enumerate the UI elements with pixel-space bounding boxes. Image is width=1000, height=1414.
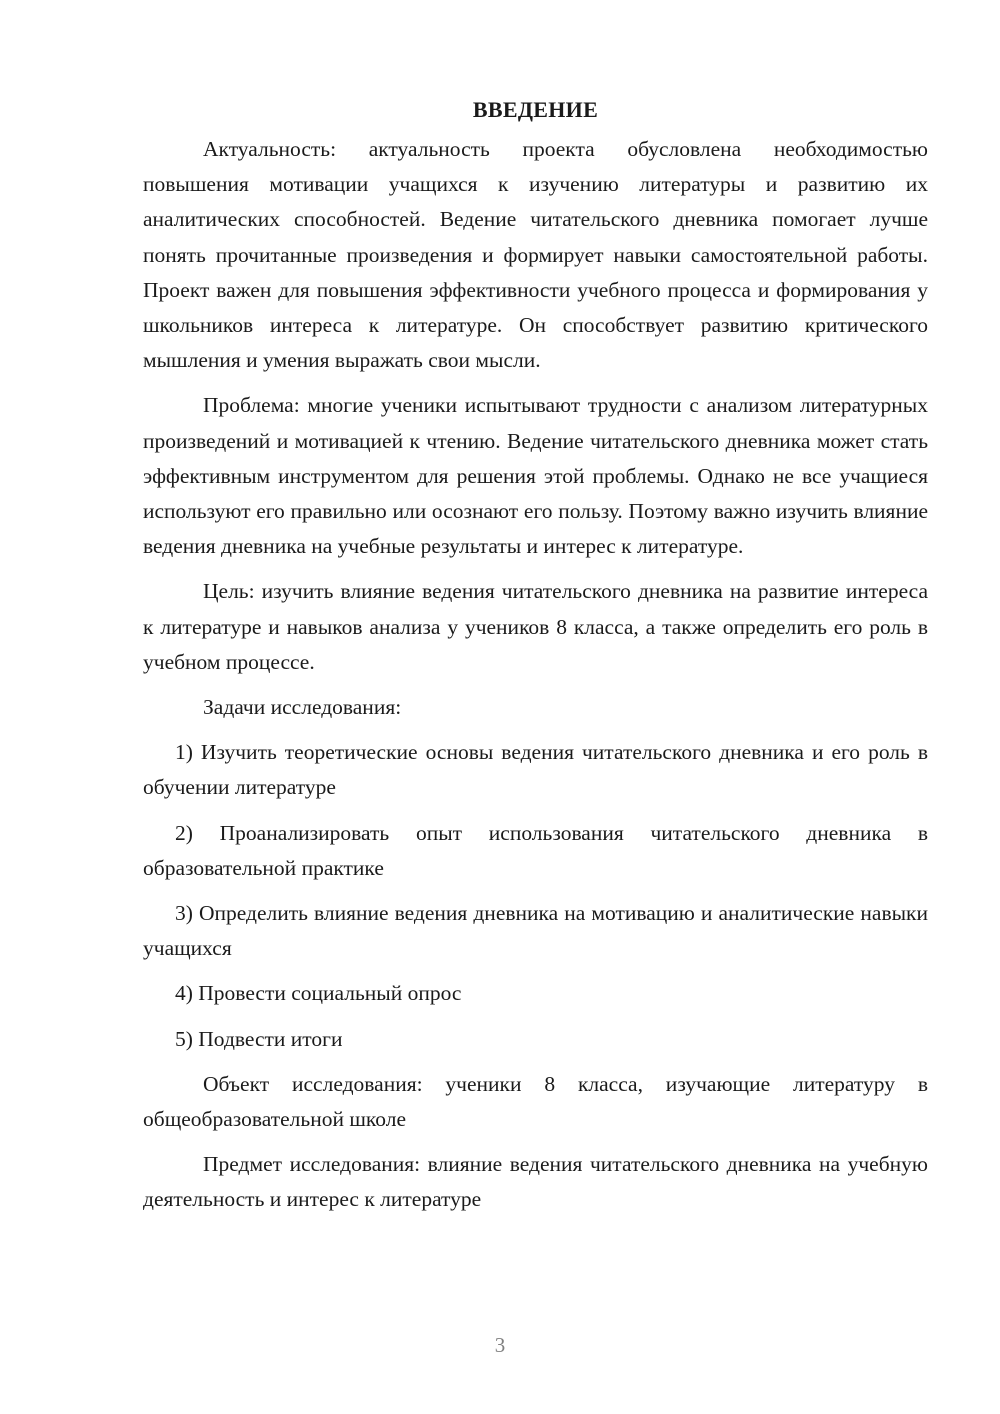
object-paragraph: Объект исследования: ученики 8 класса, изучающие литературу в общеобразовательной школе [143,1071,928,1132]
actuality-paragraph: Актуальность: актуальность проекта обусловлена необходимостью повышения мотивации учащихся к изучению литературы и развитию их аналитических способностей. Ведение читательского дневника помогает лучше понять прочитанные произведения и формирует навыки самостоятельной работы. Проект важен для повышения эффективности учебного процесса и формирования у школьников интереса к литературе. Он способствует развитию критического мышления и умения выражать свои мысли. [143,137,928,373]
document-page [143,90,928,1228]
problem-paragraph: Проблема: многие ученики испытывают трудности с анализом литературных произведений и мотивацией к чтению. Ведение читательского дневника может стать эффективным инструментом для решения этой проблемы. Однако не все учащиеся используют его правильно или осознают его пользу. Поэтому важно изучить влияние ведения дневника на учебные результаты и интерес к литературе. [143,393,928,559]
task-item-2: 2) Проанализировать опыт использования читательского дневника в образовательной практике [143,820,928,880]
task-item-4: 4) Провести социальный опрос [175,981,462,1006]
tasks-heading: Задачи исследования: [203,695,402,720]
task-item-1: 1) Изучить теоретические основы ведения читательского дневника и его роль в обучении литературе [143,740,928,800]
task-item-3: 3) Определить влияние ведения дневника на мотивацию и аналитические навыки учащихся [143,901,928,961]
page-number: 3 [494,1333,506,1357]
subject-paragraph: Предмет исследования: влияние ведения читательского дневника на учебную деятельность и интерес к литературе [143,1152,928,1212]
section-title: ВВЕДЕНИЕ [472,97,599,122]
task-item-5: 5) Подвести итоги [175,1026,343,1051]
goal-paragraph: Цель: изучить влияние ведения читательского дневника на развитие интереса к литературе и навыков анализа у учеников 8 класса, а также определить его роль в учебном процессе. [143,579,928,674]
